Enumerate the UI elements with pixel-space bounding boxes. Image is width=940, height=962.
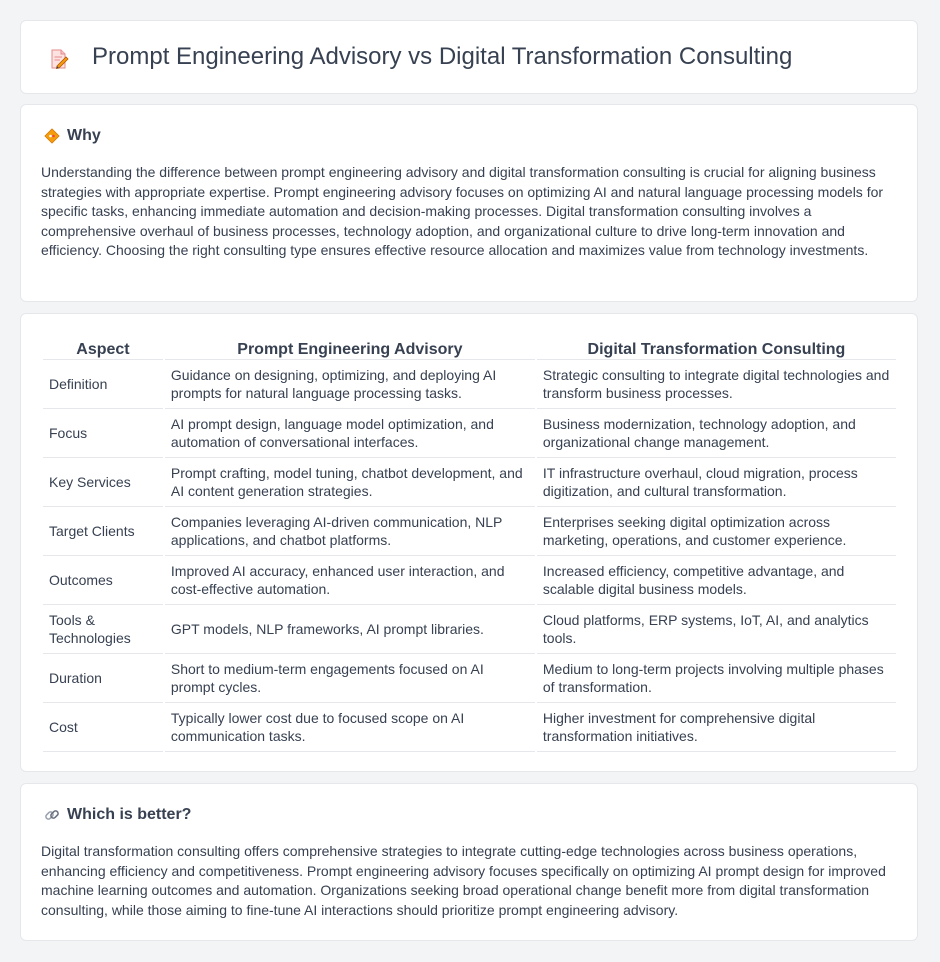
row-prompt-value: Short to medium-term engagements focused on AI prompt cycles.	[165, 654, 535, 703]
row-aspect: Outcomes	[43, 556, 163, 605]
header-card	[20, 20, 918, 94]
row-prompt-value: Prompt crafting, model tuning, chatbot development, and AI content generation strategies.	[165, 458, 535, 507]
row-prompt-value: Guidance on designing, optimizing, and deploying AI prompts for natural language processing tasks.	[165, 360, 535, 409]
header-digital-transformation: Digital Transformation Consulting	[537, 335, 896, 360]
why-title: Why	[67, 127, 101, 144]
row-aspect: Focus	[43, 409, 163, 458]
table-row	[43, 605, 896, 654]
row-prompt-value: Typically lower cost due to focused scope on AI communication tasks.	[165, 703, 535, 752]
header-prompt-engineering: Prompt Engineering Advisory	[165, 335, 535, 360]
row-aspect: Key Services	[43, 458, 163, 507]
row-aspect: Definition	[43, 360, 163, 409]
row-digital-value: Strategic consulting to integrate digital technologies and transform business processes.	[537, 360, 896, 409]
table-row	[43, 458, 896, 507]
row-prompt-value: Companies leveraging AI-driven communication, NLP applications, and chatbot platforms.	[165, 507, 535, 556]
row-digital-value: Increased efficiency, competitive advantage, and scalable digital business models.	[537, 556, 896, 605]
table-row	[43, 360, 896, 409]
row-prompt-value: AI prompt design, language model optimization, and automation of conversational interfaces.	[165, 409, 535, 458]
better-body: Digital transformation consulting offers comprehensive strategies to integrate cutting-edge technologies across business operations, enhancing efficiency and competitiveness. Prompt engineering advisory focuses specifically on optimizing AI prompt design for improved machine learning outcomes and automation. Organizations seeking broad operational change benefit more from digital transformation consulting, while those aiming to fine-tune AI interactions should prioritize prompt engineering advisory.	[41, 843, 886, 918]
page-title: Prompt Engineering Advisory vs Digital Transformation Consulting	[92, 43, 793, 70]
table-row	[43, 409, 896, 458]
comparison-table	[41, 335, 898, 752]
row-aspect: Cost	[43, 703, 163, 752]
table-row	[43, 556, 896, 605]
why-section	[20, 104, 918, 302]
document-pencil-icon	[48, 48, 70, 70]
which-is-better-section	[20, 783, 918, 941]
table-row	[43, 654, 896, 703]
header-aspect: Aspect	[43, 335, 163, 360]
row-digital-value: IT infrastructure overhaul, cloud migration, process digitization, and cultural transformation.	[537, 458, 896, 507]
row-digital-value: Enterprises seeking digital optimization across marketing, operations, and customer experience.	[537, 507, 896, 556]
row-digital-value: Cloud platforms, ERP systems, IoT, AI, and analytics tools.	[537, 605, 896, 654]
table-row	[43, 703, 896, 752]
comparison-table-card	[20, 313, 918, 772]
row-prompt-value: GPT models, NLP frameworks, AI prompt libraries.	[165, 605, 535, 654]
row-digital-value: Medium to long-term projects involving multiple phases of transformation.	[537, 654, 896, 703]
row-prompt-value: Improved AI accuracy, enhanced user interaction, and cost-effective automation.	[165, 556, 535, 605]
row-aspect: Duration	[43, 654, 163, 703]
why-body: Understanding the difference between prompt engineering advisory and digital transformation consulting is crucial for aligning business strategies with appropriate expertise. Prompt engineering advisory focuses on optimizing AI and natural language processing models for specific tasks, enhancing immediate automation and decision-making processes. Digital transformation consulting involves a comprehensive overhaul of business processes, technology adoption, and organizational culture to drive long-term innovation and efficiency. Choosing the right consulting type ensures effective resource allocation and maximizes value from technology investments.	[41, 164, 884, 258]
row-digital-value: Business modernization, technology adoption, and organizational change management.	[537, 409, 896, 458]
row-aspect: Tools & Technologies	[43, 605, 163, 654]
link-icon	[44, 807, 60, 823]
table-row	[43, 507, 896, 556]
diamond-sign-icon	[44, 128, 60, 144]
table-header-row	[43, 335, 896, 360]
row-aspect: Target Clients	[43, 507, 163, 556]
row-digital-value: Higher investment for comprehensive digital transformation initiatives.	[537, 703, 896, 752]
better-title: Which is better?	[67, 806, 192, 823]
